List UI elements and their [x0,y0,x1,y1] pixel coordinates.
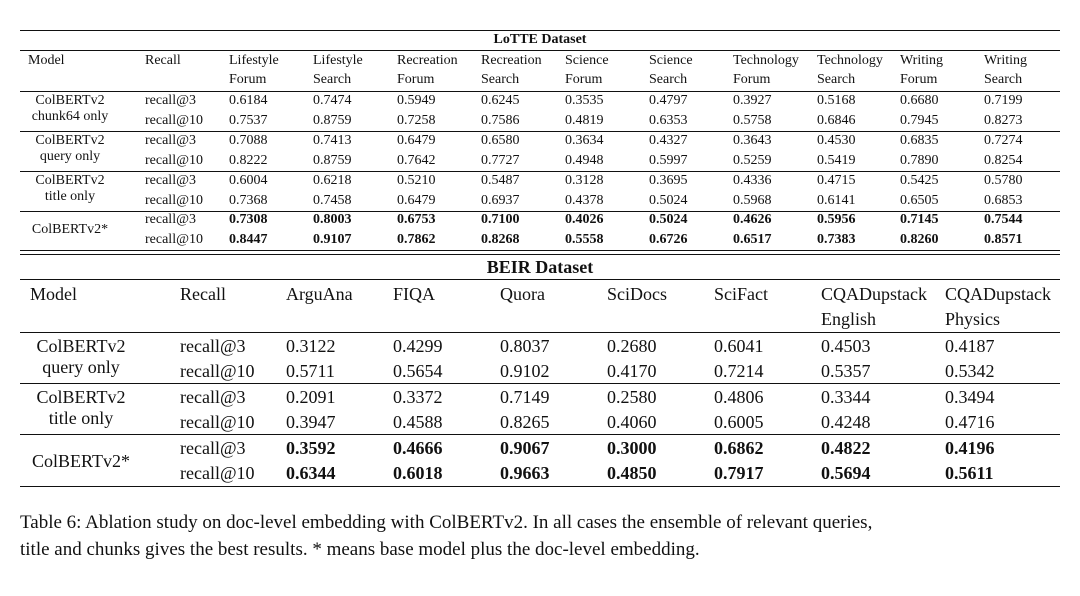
lotte-cell: 0.6580 [481,133,520,148]
beir-cell: 0.6344 [286,463,336,483]
beir-cell: 0.4806 [714,387,764,407]
lotte-cell: 0.7458 [313,193,352,208]
lotte-model-name: ColBERTv2 [35,93,105,108]
lotte-column-header: Science [649,53,693,68]
beir-cell: 0.5694 [821,463,871,483]
lotte-cell: 0.5425 [900,173,939,188]
lotte-cell: 0.3634 [565,133,604,148]
beir-cell: 0.4170 [607,361,657,381]
lotte-model-name: title only [44,189,96,204]
beir-recall-label: recall@3 [180,438,246,458]
beir-cell: 0.7149 [500,387,550,407]
lotte-cell: 0.6505 [900,193,939,208]
lotte-cell: 0.6937 [481,193,520,208]
lotte-recall-label: recall@10 [145,193,203,208]
lotte-cell: 0.8447 [229,232,268,247]
lotte-cell: 0.7088 [229,133,268,148]
lotte-cell: 0.6479 [397,133,436,148]
beir-cell: 0.3122 [286,336,336,356]
beir-column-header: ArguAna [286,284,353,304]
beir-cell: 0.4060 [607,412,657,432]
lotte-cell: 0.7586 [481,113,520,128]
lotte-top-rule [20,30,1060,31]
lotte-cell: 0.3128 [565,173,604,188]
beir-cell: 0.4588 [393,412,443,432]
lotte-cell: 0.6141 [817,193,856,208]
lotte-column-header: Technology [733,53,799,68]
lotte-column-header: Search [481,72,520,87]
beir-recall-label: recall@10 [180,463,255,483]
beir-recall-label: recall@3 [180,387,246,407]
lotte-cell: 0.8222 [229,153,268,168]
lotte-cell: 0.8254 [984,153,1023,168]
beir-cell: 0.7917 [714,463,764,483]
beir-column-header: SciDocs [607,284,667,304]
beir-cell: 0.6862 [714,438,764,458]
lotte-cell: 0.4819 [565,113,604,128]
beir-cell: 0.2091 [286,387,336,407]
beir-cell: 0.9102 [500,361,550,381]
lotte-cell: 0.6218 [313,173,352,188]
beir-cell: 0.9067 [500,438,550,458]
lotte-cell: 0.4715 [817,173,856,188]
lotte-column-header: Forum [229,72,267,87]
beir-column-header: CQADupstack [945,284,1051,304]
beir-cell: 0.5611 [945,463,994,483]
beir-cell: 0.4666 [393,438,443,458]
lotte-cell: 0.8003 [313,212,352,227]
beir-cell: 0.3947 [286,412,336,432]
lotte-cell: 0.6184 [229,93,268,108]
beir-title-rule [20,279,1060,280]
lotte-cell: 0.3927 [733,93,772,108]
lotte-cell: 0.9107 [313,232,352,247]
lotte-cell: 0.5997 [649,153,688,168]
beir-recall-label: recall@3 [180,336,246,356]
beir-cell: 0.8265 [500,412,550,432]
beir-model-name: ColBERTv2 [36,387,126,407]
lotte-cell: 0.6680 [900,93,939,108]
lotte-column-header: Recreation [481,53,542,68]
lotte-cell: 0.7274 [984,133,1023,148]
lotte-model-name: query only [39,149,101,164]
lotte-cell: 0.8571 [984,232,1023,247]
beir-model-name: title only [48,408,114,428]
beir-column-header: English [821,309,877,329]
lotte-cell: 0.6835 [900,133,939,148]
lotte-cell: 0.4336 [733,173,772,188]
beir-header-model: Model [30,284,77,304]
lotte-column-header: Search [649,72,688,87]
lotte-cell: 0.5419 [817,153,856,168]
lotte-table-title: LoTTE Dataset [493,32,587,47]
lotte-bottom-rule-2 [20,254,1060,255]
lotte-recall-label: recall@3 [145,133,196,148]
lotte-recall-label: recall@3 [145,173,196,188]
beir-group-rule [20,434,1060,435]
lotte-bottom-rule [20,250,1060,251]
lotte-cell: 0.7145 [900,212,939,227]
beir-column-header: FIQA [393,284,436,304]
lotte-title-rule [20,50,1060,51]
lotte-cell: 0.6004 [229,173,268,188]
beir-column-header: Physics [945,309,1001,329]
beir-cell: 0.9663 [500,463,550,483]
beir-column-header: Quora [500,284,545,304]
lotte-recall-label: recall@3 [145,93,196,108]
lotte-column-header: Recreation [397,53,458,68]
lotte-cell: 0.5259 [733,153,772,168]
beir-group-rule [20,383,1060,384]
beir-cell: 0.8037 [500,336,550,356]
lotte-model-name: ColBERTv2 [35,173,105,188]
lotte-cell: 0.5780 [984,173,1023,188]
lotte-cell: 0.6479 [397,193,436,208]
lotte-cell: 0.5758 [733,113,772,128]
beir-model-name: ColBERTv2* [32,451,130,471]
beir-cell: 0.4248 [821,412,871,432]
lotte-cell: 0.6753 [397,212,436,227]
beir-header-recall: Recall [180,284,226,304]
lotte-column-header: Forum [900,72,938,87]
beir-cell: 0.4299 [393,336,443,356]
beir-cell: 0.4850 [607,463,657,483]
beir-cell: 0.3592 [286,438,336,458]
lotte-cell: 0.3695 [649,173,688,188]
lotte-cell: 0.4327 [649,133,688,148]
lotte-cell: 0.6853 [984,193,1023,208]
beir-cell: 0.4187 [945,336,995,356]
lotte-cell: 0.6846 [817,113,856,128]
lotte-cell: 0.5558 [565,232,604,247]
lotte-column-header: Lifestyle [313,53,363,68]
lotte-cell: 0.7945 [900,113,939,128]
lotte-cell: 0.6517 [733,232,772,247]
lotte-cell: 0.7474 [313,93,352,108]
beir-cell: 0.2680 [607,336,657,356]
beir-cell: 0.6005 [714,412,764,432]
beir-cell: 0.4716 [945,412,995,432]
lotte-column-header: Search [817,72,856,87]
lotte-cell: 0.4626 [733,212,772,227]
lotte-column-header: Forum [397,72,435,87]
beir-cell: 0.4196 [945,438,995,458]
lotte-column-header: Technology [817,53,883,68]
lotte-column-header: Search [313,72,352,87]
beir-cell: 0.3494 [945,387,995,407]
beir-cell: 0.6041 [714,336,764,356]
beir-cell: 0.3344 [821,387,871,407]
lotte-cell: 0.3535 [565,93,604,108]
lotte-cell: 0.5024 [649,193,688,208]
lotte-cell: 0.5024 [649,212,688,227]
lotte-cell: 0.7862 [397,232,436,247]
lotte-cell: 0.7727 [481,153,520,168]
lotte-group-rule [20,131,1060,132]
lotte-cell: 0.8759 [313,113,352,128]
beir-recall-label: recall@10 [180,361,255,381]
lotte-model-name: ColBERTv2* [31,222,109,237]
lotte-cell: 0.8260 [900,232,939,247]
beir-header-rule [20,332,1060,333]
lotte-column-header: Writing [984,53,1027,68]
beir-cell: 0.5342 [945,361,995,381]
beir-cell: 0.3000 [607,438,657,458]
beir-recall-label: recall@10 [180,412,255,432]
lotte-cell: 0.8268 [481,232,520,247]
lotte-column-header: Search [984,72,1023,87]
lotte-recall-label: recall@3 [145,212,196,227]
lotte-recall-label: recall@10 [145,153,203,168]
beir-cell: 0.7214 [714,361,764,381]
lotte-model-name: chunk64 only [31,109,109,124]
beir-bottom-rule [20,486,1060,487]
lotte-column-header: Forum [733,72,771,87]
beir-model-name: query only [42,357,120,377]
lotte-cell: 0.6726 [649,232,688,247]
beir-model-name: ColBERTv2 [36,336,126,356]
lotte-cell: 0.5210 [397,173,436,188]
lotte-cell: 0.3643 [733,133,772,148]
lotte-cell: 0.4530 [817,133,856,148]
lotte-recall-label: recall@10 [145,113,203,128]
lotte-cell: 0.5956 [817,212,856,227]
lotte-cell: 0.7199 [984,93,1023,108]
beir-cell: 0.6018 [393,463,443,483]
lotte-column-header: Writing [900,53,943,68]
beir-column-header: SciFact [714,284,768,304]
lotte-header-model: Model [28,53,65,68]
lotte-cell: 0.7642 [397,153,436,168]
lotte-cell: 0.7100 [481,212,520,227]
lotte-cell: 0.4797 [649,93,688,108]
table-caption-line-1: Table 6: Ablation study on doc-level embedding with ColBERTv2. In all cases the ensemble of relevant queries, [20,512,873,533]
lotte-header-recall: Recall [145,53,181,68]
beir-cell: 0.4822 [821,438,871,458]
lotte-group-rule [20,171,1060,172]
lotte-cell: 0.7308 [229,212,268,227]
lotte-column-header: Lifestyle [229,53,279,68]
lotte-cell: 0.5487 [481,173,520,188]
beir-cell: 0.2580 [607,387,657,407]
beir-cell: 0.5654 [393,361,443,381]
lotte-recall-label: recall@10 [145,232,203,247]
beir-cell: 0.4503 [821,336,871,356]
lotte-cell: 0.7368 [229,193,268,208]
lotte-cell: 0.6353 [649,113,688,128]
lotte-cell: 0.4378 [565,193,604,208]
lotte-cell: 0.7544 [984,212,1023,227]
lotte-cell: 0.7258 [397,113,436,128]
lotte-column-header: Science [565,53,609,68]
beir-cell: 0.5711 [286,361,335,381]
beir-cell: 0.3372 [393,387,443,407]
lotte-cell: 0.8273 [984,113,1023,128]
lotte-cell: 0.4026 [565,212,604,227]
beir-table-title: BEIR Dataset [486,257,594,277]
lotte-cell: 0.5968 [733,193,772,208]
lotte-cell: 0.5168 [817,93,856,108]
lotte-cell: 0.8759 [313,153,352,168]
lotte-cell: 0.6245 [481,93,520,108]
lotte-header-rule [20,91,1060,92]
lotte-cell: 0.7413 [313,133,352,148]
lotte-cell: 0.7383 [817,232,856,247]
beir-column-header: CQADupstack [821,284,927,304]
lotte-cell: 0.5949 [397,93,436,108]
lotte-cell: 0.7537 [229,113,268,128]
lotte-column-header: Forum [565,72,603,87]
lotte-cell: 0.7890 [900,153,939,168]
table-caption-line-2: title and chunks gives the best results. * means base model plus the doc-level embedding. [20,539,700,560]
lotte-model-name: ColBERTv2 [35,133,105,148]
beir-cell: 0.5357 [821,361,871,381]
lotte-cell: 0.4948 [565,153,604,168]
